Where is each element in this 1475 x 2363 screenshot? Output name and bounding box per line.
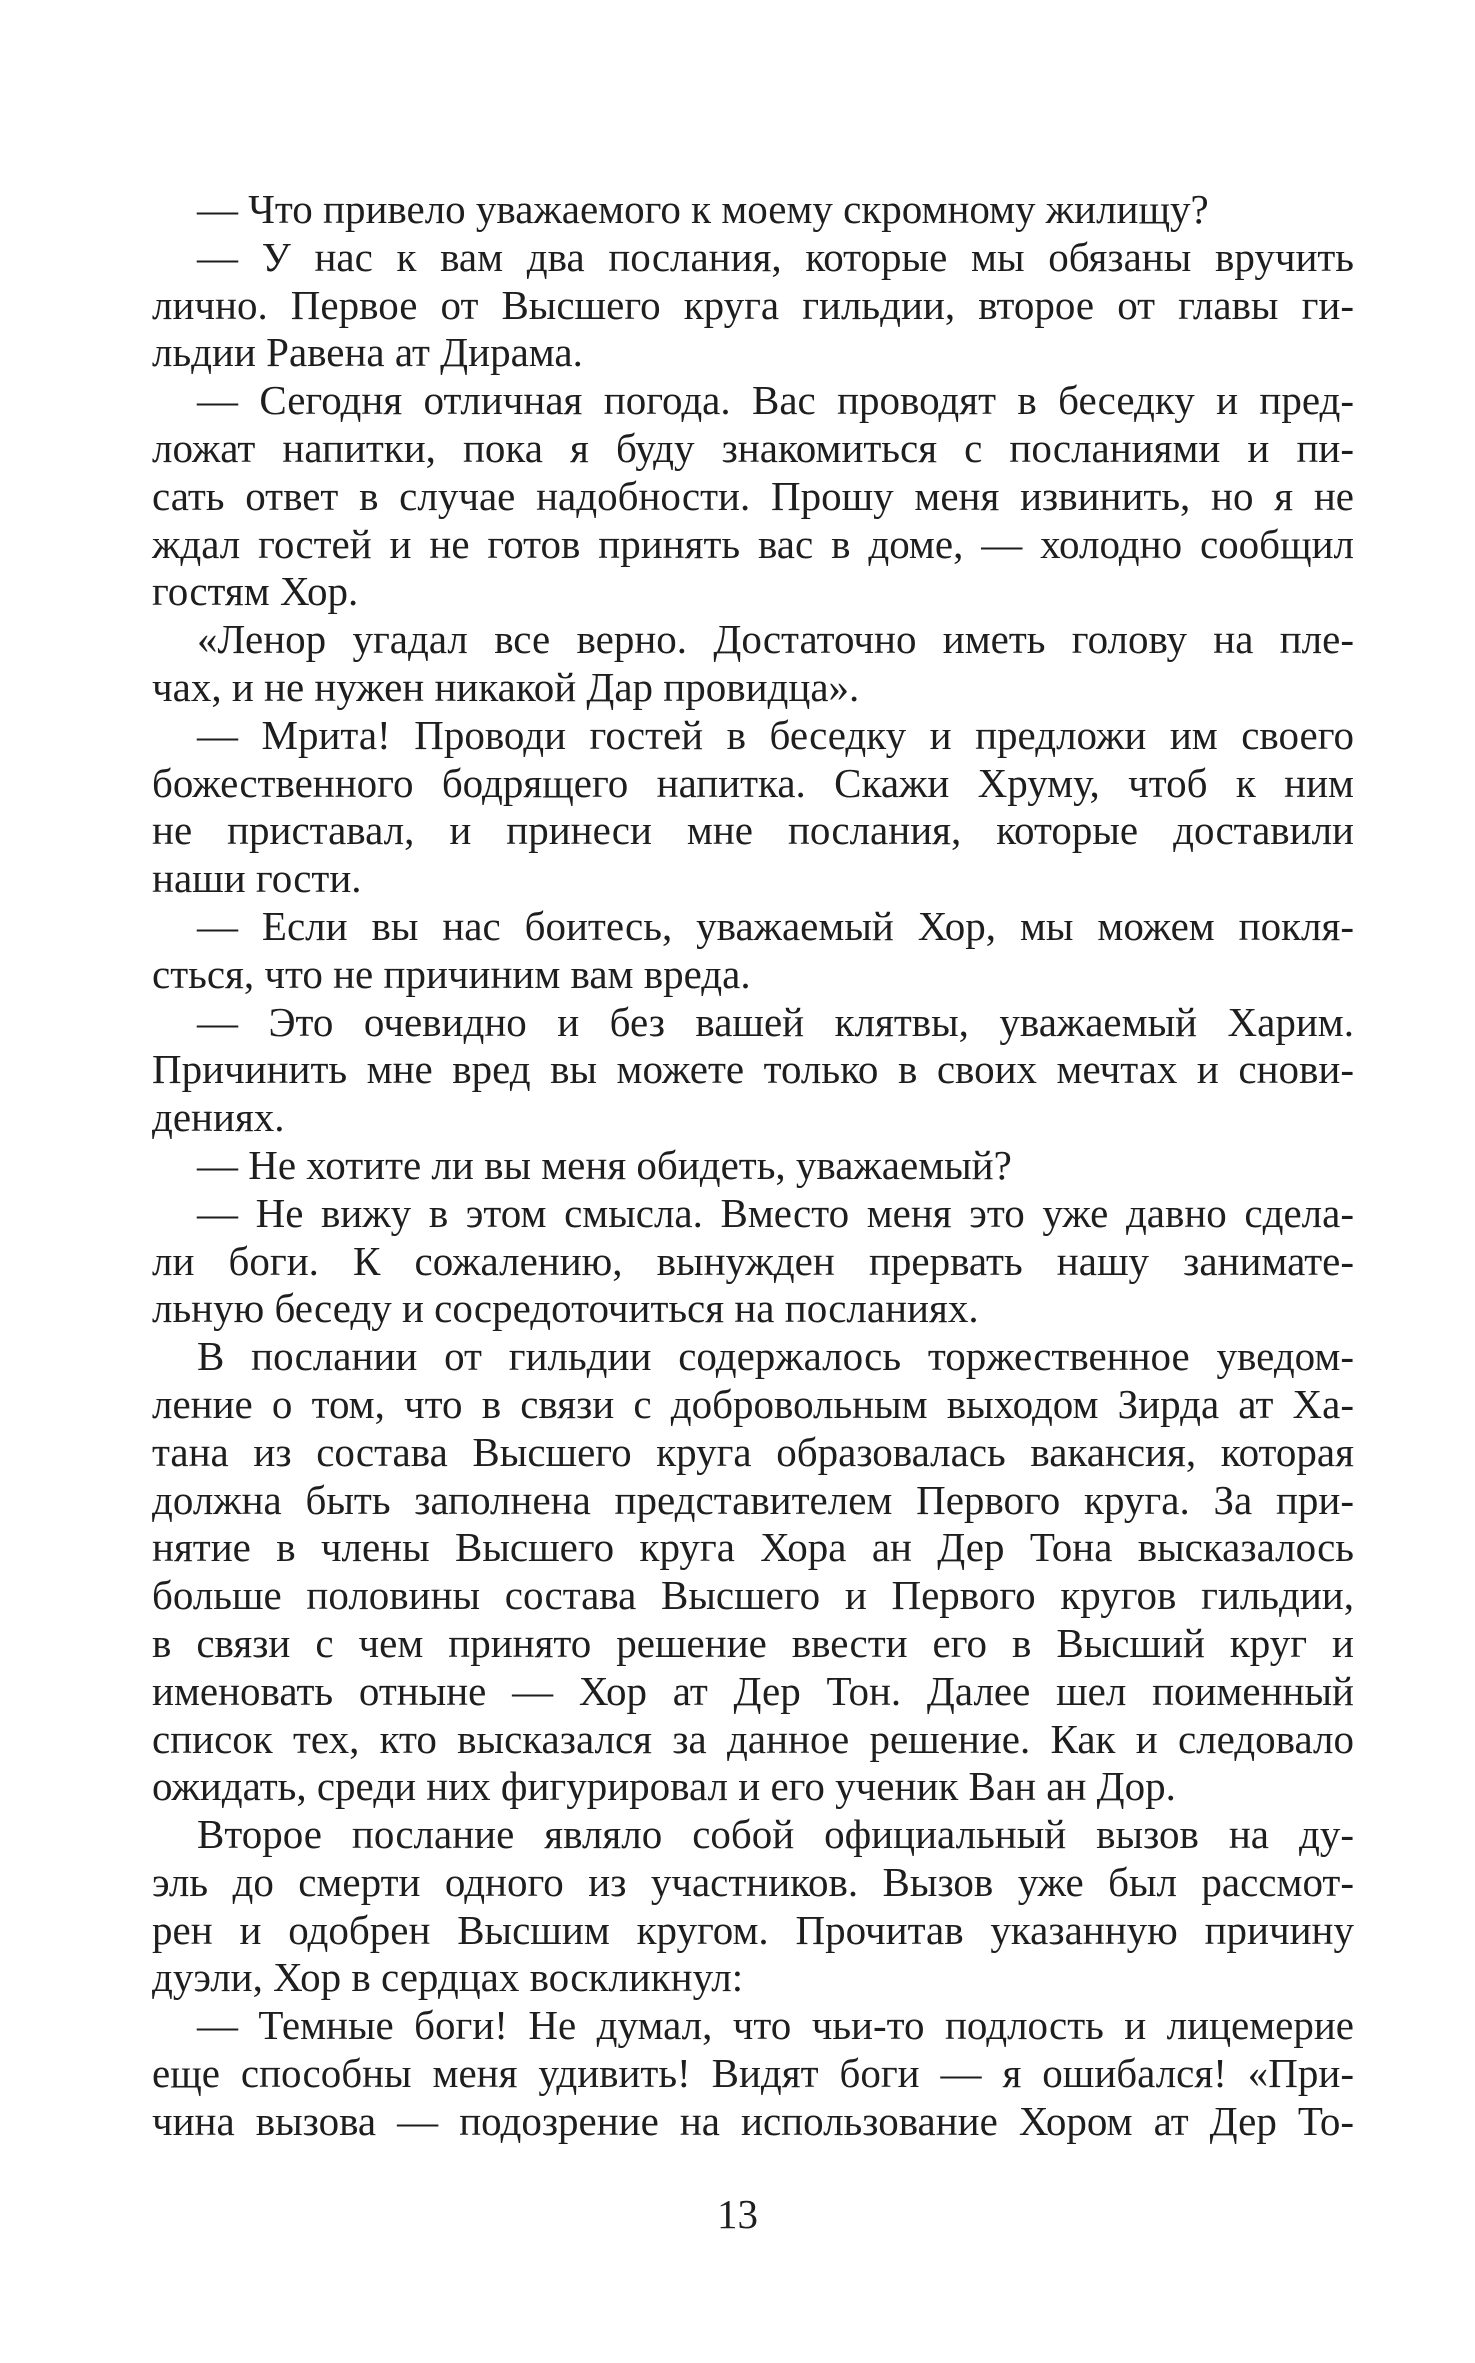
text-line: — Это очевидно и без вашей клятвы, уважаемый Харим.	[197, 998, 1354, 1045]
text-line: чина вызова — подозрение на использование Хором ат Дер То-	[152, 2097, 1354, 2144]
text-line: рен и одобрен Высшим кругом. Прочитав указанную причину	[152, 1906, 1354, 1953]
text-line: еще способны меня удивить! Видят боги — я ошибался! «При-	[152, 2050, 1354, 2097]
text-line: ждал гостей и не готов принять вас в доме, — холодно сообщил	[152, 520, 1354, 567]
text-line: — Что привело уважаемого к моему скромному жилищу?	[197, 186, 1209, 232]
text-line: — Не вижу в этом смысла. Вместо меня это уже давно сдела-	[197, 1189, 1354, 1236]
text-line: ложат напитки, пока я буду знакомиться с посланиями и пи-	[152, 424, 1354, 471]
text-line: ли боги. К сожалению, вынужден прервать нашу занимате-	[152, 1237, 1354, 1284]
text-line: нятие в члены Высшего круга Хора ан Дер Тона высказалось	[152, 1524, 1354, 1571]
text-line: — У нас к вам два послания, которые мы обязаны вручить	[197, 233, 1354, 280]
text-line: Второе послание являло собой официальный вызов на ду-	[197, 1811, 1354, 1858]
text-line: гостям Хор.	[152, 568, 359, 615]
text-line: больше половины состава Высшего и Первого кругов гильдии,	[152, 1572, 1354, 1619]
text-line: льную беседу и сосредоточиться на посланиях.	[152, 1285, 979, 1332]
text-line: список тех, кто высказался за данное решение. Как и следовало	[152, 1715, 1354, 1762]
text-line: эль до смерти одного из участников. Вызов уже был рассмот-	[152, 1858, 1354, 1905]
text-line: ление о том, что в связи с добровольным выходом Зирда ат Ха-	[152, 1380, 1354, 1427]
text-line: не приставал, и принеси мне послания, которые доставили	[152, 807, 1354, 854]
text-line: — Не хотите ли вы меня обидеть, уважаемый?	[197, 1141, 1012, 1188]
text-line: сться, что не причиним вам вреда.	[152, 950, 751, 997]
text-line: — Если вы нас боитесь, уважаемый Хор, мы можем покля-	[197, 902, 1354, 949]
text-line: именовать отныне — Хор ат Дер Тон. Далее шел поименный	[152, 1667, 1354, 1714]
text-line: ожидать, среди них фигурировал и его ученик Ван ан Дор.	[152, 1763, 1176, 1810]
page-number: 13	[717, 2191, 758, 2237]
text-line: — Темные боги! Не думал, что чьи-то подлость и лицемерие	[197, 2002, 1354, 2049]
text-line: лично. Первое от Высшего круга гильдии, второе от главы ги-	[152, 281, 1354, 328]
text-line: — Сегодня отличная погода. Вас проводят в беседку и пред-	[197, 377, 1354, 424]
text-line: божественного бодрящего напитка. Скажи Хруму, чтоб к ним	[152, 759, 1354, 806]
text-line: льдии Равена ат Дирама.	[152, 329, 583, 376]
text-line: — Мрита! Проводи гостей в беседку и предложи им своего	[197, 711, 1354, 758]
text-line: чах, и не нужен никакой Дар провидца».	[152, 663, 860, 710]
text-line: должна быть заполнена представителем Первого круга. За при-	[152, 1476, 1354, 1523]
text-line: в связи с чем принято решение ввести его в Высший круг и	[152, 1619, 1354, 1666]
text-line: сать ответ в случае надобности. Прошу меня извинить, но я не	[152, 472, 1354, 519]
page-body	[152, 186, 1354, 2146]
text-line: «Ленор угадал все верно. Достаточно иметь голову на пле-	[197, 616, 1354, 663]
text-line: В послании от гильдии содержалось торжественное уведом-	[197, 1333, 1354, 1380]
text-line: Причинить мне вред вы можете только в своих мечтах и снови-	[152, 1046, 1354, 1093]
text-line: наши гости.	[152, 855, 362, 902]
text-line: дениях.	[152, 1094, 285, 1141]
text-line: тана из состава Высшего круга образовалась вакансия, которая	[152, 1428, 1354, 1475]
text-line: дуэли, Хор в сердцах воскликнул:	[152, 1954, 744, 2001]
